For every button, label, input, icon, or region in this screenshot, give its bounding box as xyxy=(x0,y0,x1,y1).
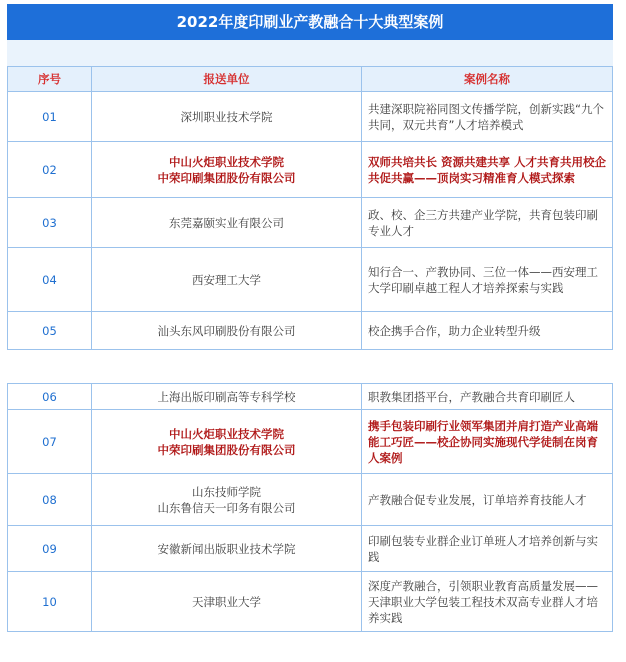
unit-line: 深圳职业技术学院 xyxy=(180,109,273,124)
table-row xyxy=(8,474,613,526)
table-row xyxy=(8,198,613,248)
row-case-name: 校企携手合作，助力企业转型升级 xyxy=(362,312,613,350)
row-case-name: 知行合一、产教协同、三位一体——西安理工大学印刷卓越工程人才培养探索与实践 xyxy=(362,248,613,312)
row-case-name: 职教集团搭平台，产教融合共育印刷匠人 xyxy=(362,384,613,410)
unit-line: 中山火炬职业技术学院 xyxy=(169,426,284,441)
table-row xyxy=(8,526,613,572)
table-row xyxy=(8,248,613,312)
header-num: 序号 xyxy=(8,67,92,92)
row-case-name: 携手包装印刷行业领军集团并肩打造产业高端能工巧匠——校企协同实施现代学徒制在岗育人案例 xyxy=(362,410,613,474)
row-number: 10 xyxy=(8,572,92,632)
cases-table-part-2 xyxy=(7,383,613,632)
title-subbar xyxy=(7,40,613,66)
unit-line: 上海出版印刷高等专科学校 xyxy=(157,389,296,404)
row-case-name: 共建深职院裕同图文传播学院，创新实践“九个共同，双元共育”人才培养模式 xyxy=(362,92,613,142)
row-number: 01 xyxy=(8,92,92,142)
row-unit xyxy=(92,312,362,350)
row-number: 08 xyxy=(8,474,92,526)
row-case-name: 政、校、企三方共建产业学院，共育包装印刷专业人才 xyxy=(362,198,613,248)
table-row xyxy=(8,92,613,142)
unit-line: 中荣印刷集团股份有限公司 xyxy=(157,442,296,457)
row-number: 03 xyxy=(8,198,92,248)
unit-line: 中荣印刷集团股份有限公司 xyxy=(157,170,296,185)
table-row xyxy=(8,142,613,198)
row-unit xyxy=(92,572,362,632)
unit-line: 东莞嘉颐实业有限公司 xyxy=(169,215,284,230)
page-title: 2022年度印刷业产教融合十大典型案例 xyxy=(7,4,613,40)
row-number: 06 xyxy=(8,384,92,410)
row-number: 02 xyxy=(8,142,92,198)
row-unit xyxy=(92,248,362,312)
unit-line: 汕头东风印刷股份有限公司 xyxy=(157,323,296,338)
unit-line: 西安理工大学 xyxy=(192,272,261,287)
table-row xyxy=(8,572,613,632)
row-case-name: 印刷包装专业群企业订单班人才培养创新与实践 xyxy=(362,526,613,572)
row-unit xyxy=(92,526,362,572)
table-gap xyxy=(7,371,613,383)
header-unit: 报送单位 xyxy=(92,67,362,92)
row-unit xyxy=(92,92,362,142)
unit-line: 山东鲁信天一印务有限公司 xyxy=(157,500,296,515)
row-unit xyxy=(92,474,362,526)
row-case-name: 产教融合促专业发展，订单培养育技能人才 xyxy=(362,474,613,526)
table-row xyxy=(8,410,613,474)
unit-line: 山东技师学院 xyxy=(192,484,261,499)
table-header-row xyxy=(8,67,613,92)
table-row xyxy=(8,312,613,350)
row-number: 05 xyxy=(8,312,92,350)
cases-table-part-1 xyxy=(7,66,613,350)
unit-line: 天津职业大学 xyxy=(192,594,261,609)
header-case: 案例名称 xyxy=(362,67,613,92)
row-unit xyxy=(92,384,362,410)
row-number: 07 xyxy=(8,410,92,474)
row-unit xyxy=(92,410,362,474)
table-row xyxy=(8,384,613,410)
row-unit xyxy=(92,198,362,248)
row-case-name: 深度产教融合，引领职业教育高质量发展——天津职业大学包装工程技术双高专业群人才培养实践 xyxy=(362,572,613,632)
unit-line: 中山火炬职业技术学院 xyxy=(169,154,284,169)
unit-line: 安徽新闻出版职业技术学院 xyxy=(157,541,296,556)
row-case-name: 双师共培共长 资源共建共享 人才共育共用校企共促共赢——顶岗实习精准育人模式探索 xyxy=(362,142,613,198)
row-number: 09 xyxy=(8,526,92,572)
row-number: 04 xyxy=(8,248,92,312)
row-unit xyxy=(92,142,362,198)
